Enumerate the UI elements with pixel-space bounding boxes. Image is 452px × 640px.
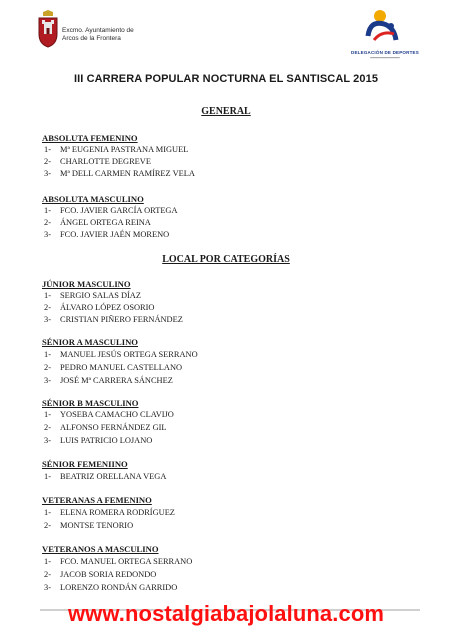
position-number: 2-	[44, 218, 51, 227]
runner-name: ELENA ROMERA RODRÍGUEZ	[60, 508, 175, 517]
general-heading: GENERAL	[201, 106, 251, 117]
sports-department-label: DELEGACIÓN DE DEPORTES	[351, 50, 419, 55]
city-council-name	[62, 27, 134, 43]
list-item	[44, 472, 166, 481]
sports-department-logo-icon	[360, 6, 404, 48]
runner-name: Mª DELL CARMEN RAMÍREZ VELA	[60, 169, 195, 178]
category-heading: ABSOLUTA FEMENINO	[42, 133, 138, 143]
position-number: 1-	[44, 206, 51, 215]
category-heading: VETERANAS A FEMENINO	[42, 495, 152, 505]
category-heading: ABSOLUTA MASCULINO	[42, 194, 144, 204]
position-number: 1-	[44, 291, 51, 300]
list-item	[44, 557, 192, 566]
list-item	[44, 157, 151, 166]
position-number: 2-	[44, 363, 51, 372]
position-number: 1-	[44, 410, 51, 419]
runner-name: SERGIO SALAS DÍAZ	[60, 291, 141, 300]
list-item	[44, 410, 174, 419]
list-item	[44, 436, 152, 445]
runner-name: BEATRIZ ORELLANA VEGA	[60, 472, 167, 481]
list-item	[44, 303, 154, 312]
list-item	[44, 315, 183, 324]
list-item	[44, 169, 195, 178]
runner-name: YOSEBA CAMACHO CLAVIJO	[60, 410, 174, 419]
list-item	[44, 570, 156, 579]
runner-name: LUIS PATRICIO LOJANO	[60, 436, 153, 445]
position-number: 2-	[44, 521, 51, 530]
runner-name: FCO. JAVIER GARCÍA ORTEGA	[60, 206, 178, 215]
runner-name: ÁNGEL ORTEGA REINA	[60, 218, 151, 227]
runner-name: LORENZO RONDÁN GARRIDO	[60, 583, 178, 592]
runner-name: CHARLOTTE DEGREVE	[60, 157, 151, 166]
page-title: III CARRERA POPULAR NOCTURNA EL SANTISCAL 2015	[73, 73, 379, 85]
position-number: 1-	[44, 508, 51, 517]
runner-name: JACOB SORIA REDONDO	[60, 570, 157, 579]
position-number: 2-	[44, 570, 51, 579]
list-item	[44, 350, 198, 359]
list-item	[44, 521, 133, 530]
runner-name: Mª EUGENIA PASTRANA MIGUEL	[60, 145, 189, 154]
list-item	[44, 218, 151, 227]
position-number: 1-	[44, 350, 51, 359]
list-item	[44, 376, 173, 385]
website-watermark: www.nostalgiabajolaluna.com	[67, 601, 385, 626]
document-header	[0, 0, 452, 70]
position-number: 2-	[44, 423, 51, 432]
position-number: 3-	[44, 315, 51, 324]
list-item	[44, 583, 177, 592]
list-item	[44, 508, 175, 517]
position-number: 1-	[44, 145, 51, 154]
sports-department-sub-rule: ━━━━━━━━━━━━━━	[370, 56, 400, 60]
runner-name: JOSÉ Mª CARRERA SÁNCHEZ	[60, 376, 173, 385]
position-number: 1-	[44, 472, 51, 481]
position-number: 3-	[44, 169, 51, 178]
list-item	[44, 230, 169, 239]
local-categories-heading: LOCAL POR CATEGORÍAS	[162, 254, 290, 265]
runner-name: ALFONSO FERNÁNDEZ GIL	[60, 423, 167, 432]
runner-name: CRISTIAN PIÑERO FERNÁNDEZ	[60, 315, 183, 324]
category-heading: JÚNIOR MASCULINO	[42, 279, 131, 289]
coat-of-arms-icon	[36, 10, 60, 48]
category-heading: VETERANOS A MASCULINO	[42, 544, 159, 554]
runner-name: ÁLVARO LÓPEZ OSORIO	[60, 303, 155, 312]
position-number: 2-	[44, 157, 51, 166]
org-line-1: Excmo. Ayuntamiento de	[62, 27, 134, 34]
org-line-2: Arcos de la Frontera	[62, 35, 121, 42]
list-item	[44, 291, 141, 300]
runner-name: FCO. MANUEL ORTEGA SERRANO	[60, 557, 193, 566]
list-item	[44, 145, 188, 154]
category-heading: SÉNIOR A MASCULINO	[42, 337, 138, 347]
position-number: 2-	[44, 303, 51, 312]
position-number: 1-	[44, 557, 51, 566]
list-item	[44, 423, 167, 432]
position-number: 3-	[44, 583, 51, 592]
list-item	[44, 363, 182, 372]
position-number: 3-	[44, 436, 51, 445]
position-number: 3-	[44, 376, 51, 385]
position-number: 3-	[44, 230, 51, 239]
category-heading: SÉNIOR B MASCULINO	[42, 398, 139, 408]
runner-name: MANUEL JESÚS ORTEGA SERRANO	[60, 350, 198, 359]
runner-name: PEDRO MANUEL CASTELLANO	[60, 363, 183, 372]
runner-name: MONTSE TENORIO	[60, 521, 134, 530]
runner-name: FCO. JAVIER JAÉN MORENO	[60, 230, 170, 239]
category-heading: SÉNIOR FEMENIINO	[42, 459, 128, 469]
list-item	[44, 206, 178, 215]
